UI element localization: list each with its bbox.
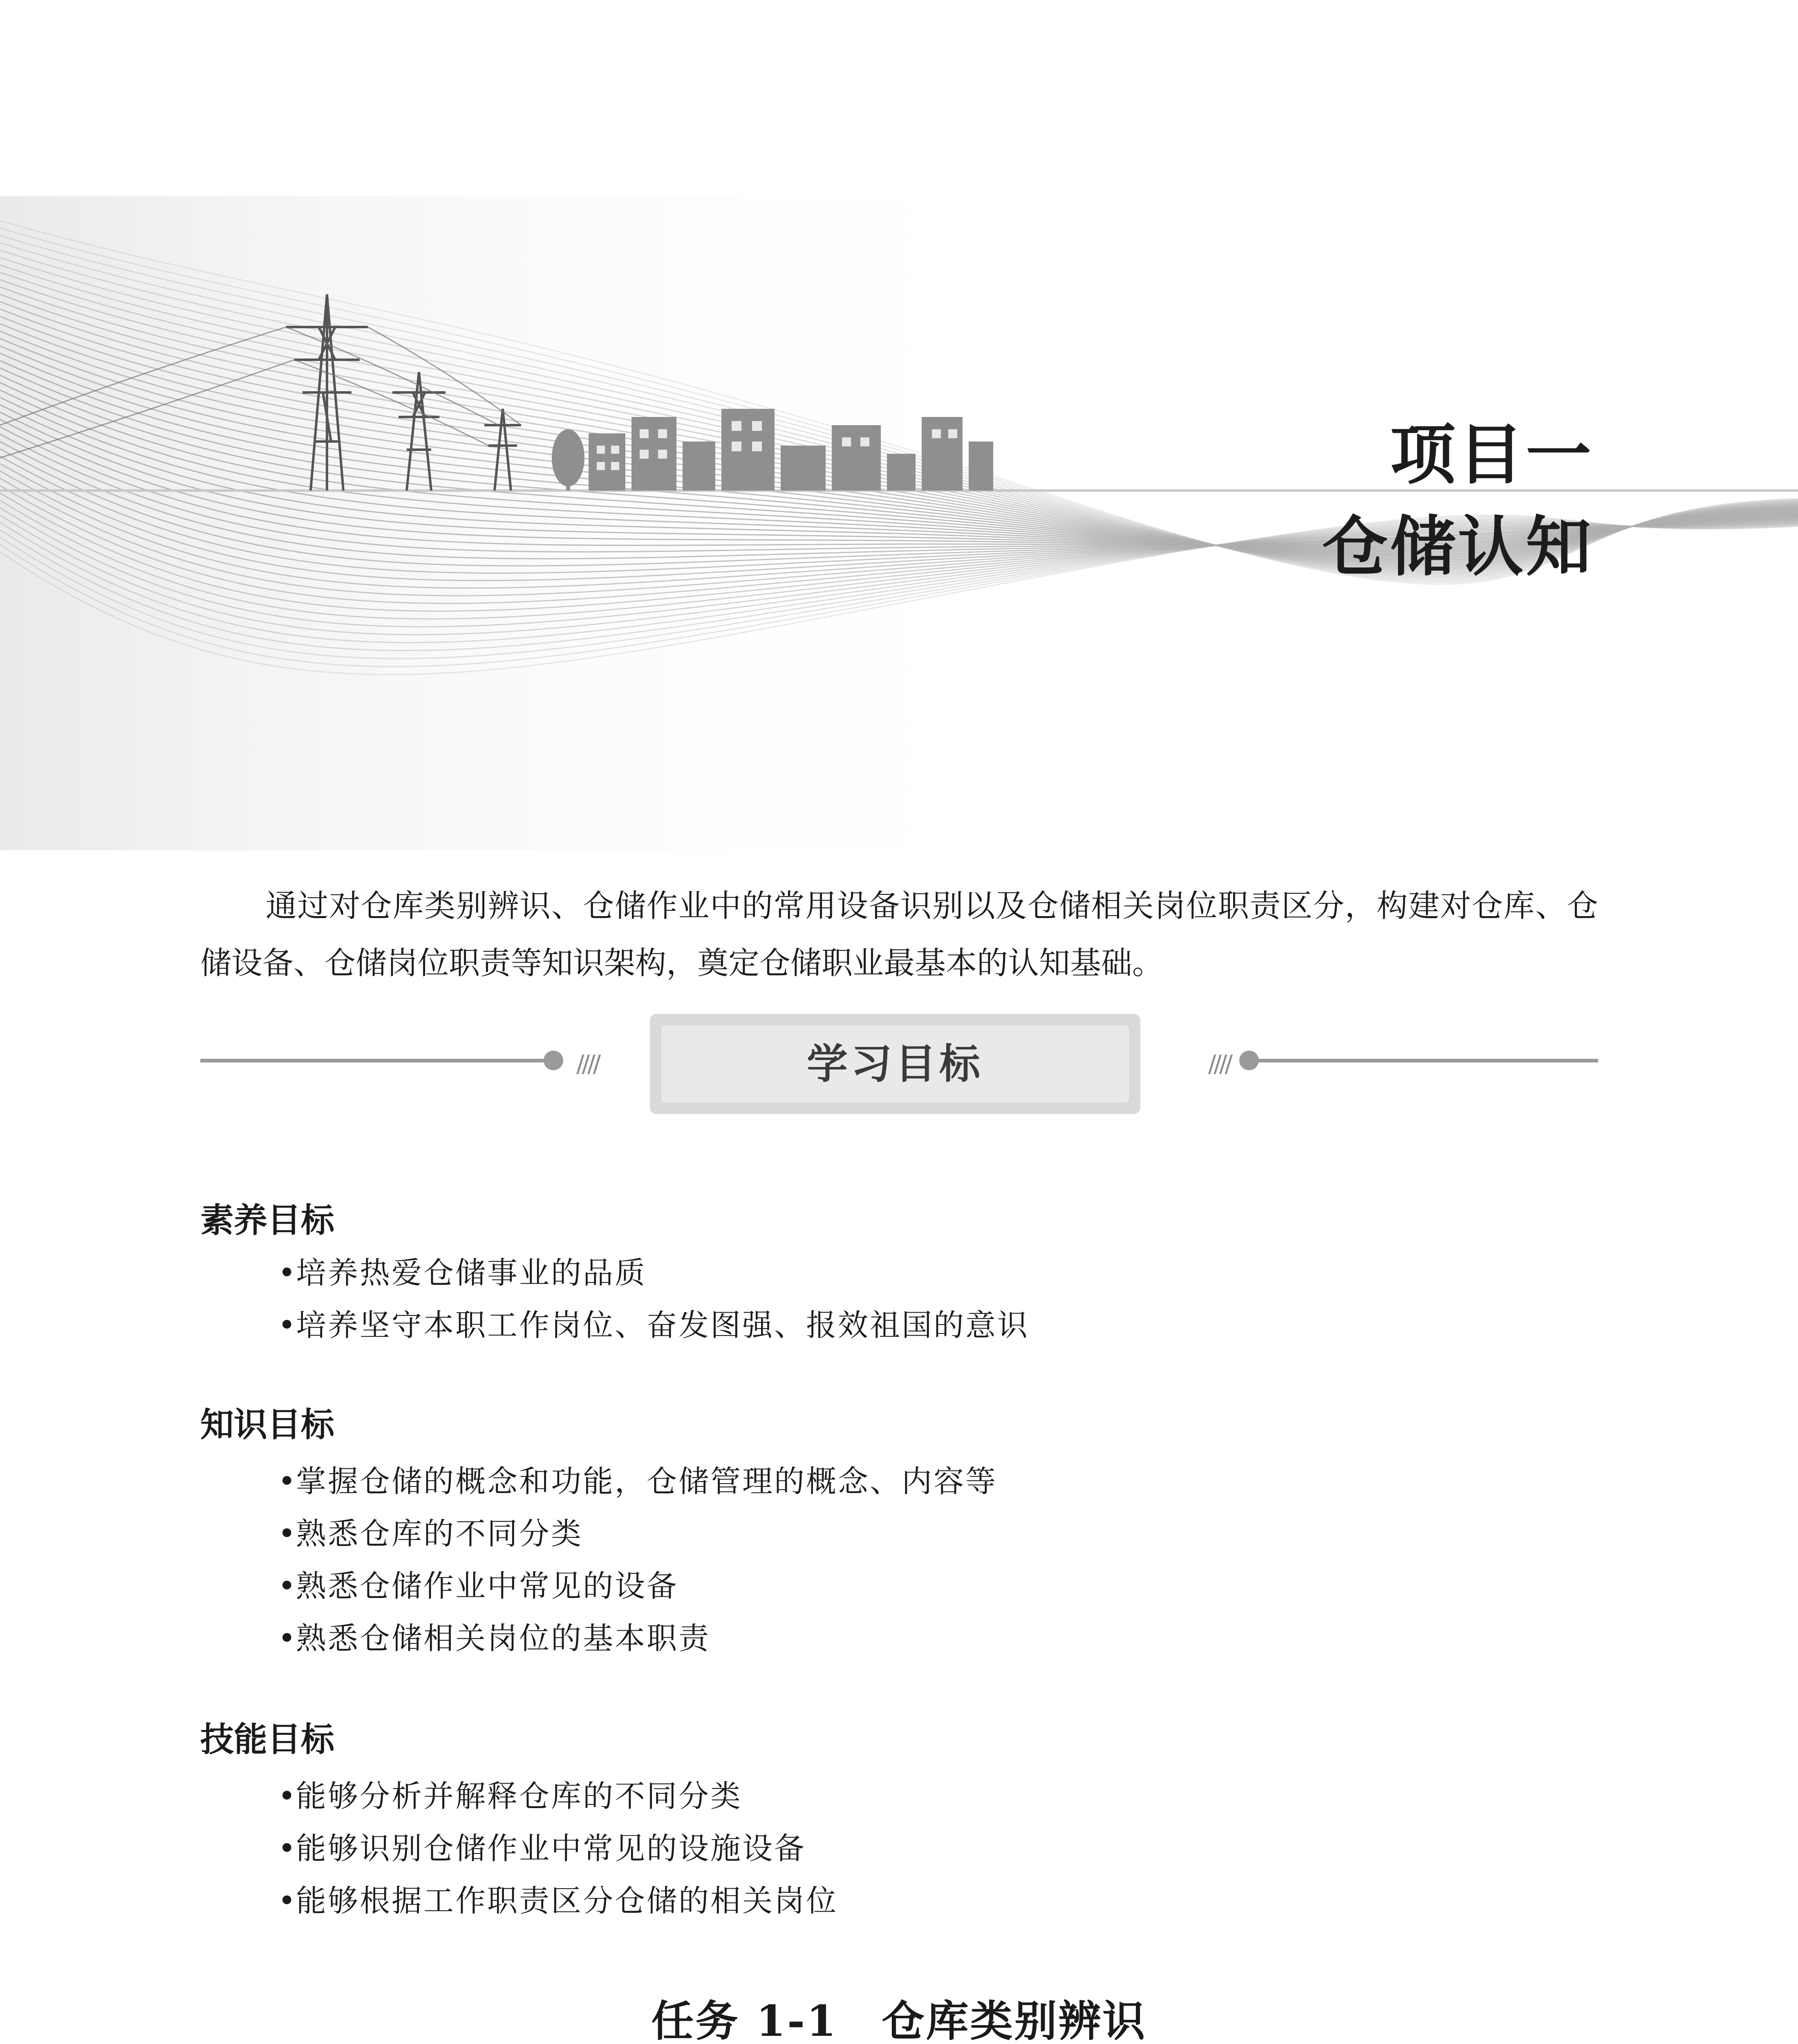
learning-goals-banner — [200, 1014, 1598, 1114]
bullet-icon: • — [278, 1779, 298, 1814]
divider-line-left — [200, 1059, 544, 1062]
goal-heading-skills: 技能目标 — [200, 1720, 335, 1759]
list-item: •能够根据工作职责区分仓储的相关岗位 — [278, 1875, 838, 1927]
goal-heading-literacy: 素养目标 — [200, 1201, 335, 1240]
goal-list-knowledge — [278, 1455, 997, 1665]
bullet-icon: • — [278, 1831, 298, 1866]
hatch-left: //// — [576, 1050, 599, 1078]
divider-line-right — [1259, 1059, 1598, 1062]
task-title: 任务 1-1 仓库类别辨识 — [651, 1996, 1147, 2044]
divider-dot-right — [1239, 1051, 1259, 1070]
divider-dot-left — [544, 1051, 563, 1070]
list-item: •能够识别仓储作业中常见的设施设备 — [278, 1822, 838, 1875]
bullet-icon: • — [278, 1516, 298, 1551]
goal-list-skills — [278, 1770, 838, 1927]
list-item: •熟悉仓储作业中常见的设备 — [278, 1560, 997, 1612]
bullet-icon: • — [278, 1464, 298, 1499]
goal-list-literacy — [278, 1247, 1029, 1351]
bullet-icon: • — [278, 1255, 298, 1291]
bullet-icon: • — [278, 1621, 298, 1656]
project-number: 项目一 — [1390, 417, 1594, 493]
section-label: 学习目标 — [661, 1025, 1129, 1103]
list-item: •熟悉仓库的不同分类 — [278, 1508, 997, 1560]
hatch-right: //// — [1208, 1050, 1230, 1078]
intro-paragraph: 通过对仓库类别辨识、仓储作业中的常用设备识别以及仓储相关岗位职责区分，构建对仓库、仓储设备、仓储岗位职责等知识架构，奠定仓储职业最基本的认知基础。 — [200, 888, 1598, 981]
section-label-box — [650, 1014, 1140, 1114]
goal-heading-knowledge: 知识目标 — [200, 1405, 335, 1444]
bullet-icon: • — [278, 1308, 298, 1343]
list-item: •熟悉仓储相关岗位的基本职责 — [278, 1612, 997, 1665]
list-item: •培养热爱仓储事业的品质 — [278, 1247, 1029, 1299]
list-item: •培养坚守本职工作岗位、奋发图强、报效祖国的意识 — [278, 1299, 1029, 1351]
bullet-icon: • — [278, 1883, 298, 1918]
bullet-icon: • — [278, 1569, 298, 1604]
project-name: 仓储认知 — [1322, 509, 1594, 585]
list-item: •掌握仓储的概念和功能，仓储管理的概念、内容等 — [278, 1455, 997, 1508]
list-item: •能够分析并解释仓库的不同分类 — [278, 1770, 838, 1822]
project-title — [1322, 409, 1594, 593]
